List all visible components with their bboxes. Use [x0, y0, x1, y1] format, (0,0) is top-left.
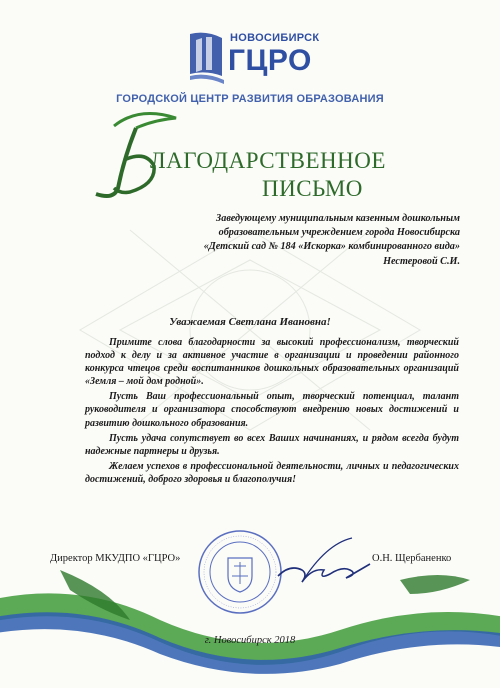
organization-name: ГОРОДСКОЙ ЦЕНТР РАЗВИТИЯ ОБРАЗОВАНИЯ: [116, 93, 384, 105]
svg-text:Б: Б: [144, 148, 145, 149]
logo-city-text: НОВОСИБИРСК: [230, 32, 320, 44]
body-paragraph: Пусть удача сопутствует во всех Ваших начинаниях, и рядом всегда будут надежные партнеры и друзья.: [85, 432, 459, 457]
title-line-2: ПИСЬМО: [262, 176, 363, 201]
letter-body: [85, 336, 459, 488]
addressee-line: образовательным учреждением города Новосибирска: [218, 227, 460, 239]
body-paragraph: Желаем успехов в профессиональной деятельности, личных и педагогических достижений, доброго здоровья и благополучия!: [85, 460, 459, 485]
salutation: Уважаемая Светлана Ивановна!: [169, 316, 331, 328]
title-line-1: [150, 148, 440, 174]
signatory-name: О.Н. Щербаненко: [372, 553, 452, 564]
addressee-line: Заведующему муниципальным казенным дошкольным: [216, 213, 460, 224]
place-and-year: г. Новосибирск 2018: [204, 635, 296, 646]
title-line-1-text: ЛАГОДАРСТВЕННОЕ: [150, 148, 386, 173]
addressee-line: «Детский сад № 184 «Искорка» комбинированного вида»: [203, 241, 460, 253]
body-paragraph: Примите слова благодарности за высокий профессионализм, творческий подход к делу и за активное участие в организации и проведении районного конкурса чтецов среди воспитанников дошкольных образовательных организаций «Земля – мой дом родной».: [85, 337, 459, 388]
signatory-position: Директор МКУДПО «ГЦРО»: [50, 553, 181, 564]
official-seal-icon: [196, 528, 284, 616]
addressee-line: Нестеровой С.И.: [383, 255, 460, 267]
addressee-block: [130, 212, 460, 269]
logo-abbreviation: ГЦРО: [228, 44, 312, 77]
handwritten-signature: [272, 534, 372, 590]
body-paragraph: Пусть Ваш профессиональный опыт, творческий потенциал, талант руководителя и организатора способствуют внедрению новых достижений и развитию дошкольного образования.: [85, 391, 459, 429]
